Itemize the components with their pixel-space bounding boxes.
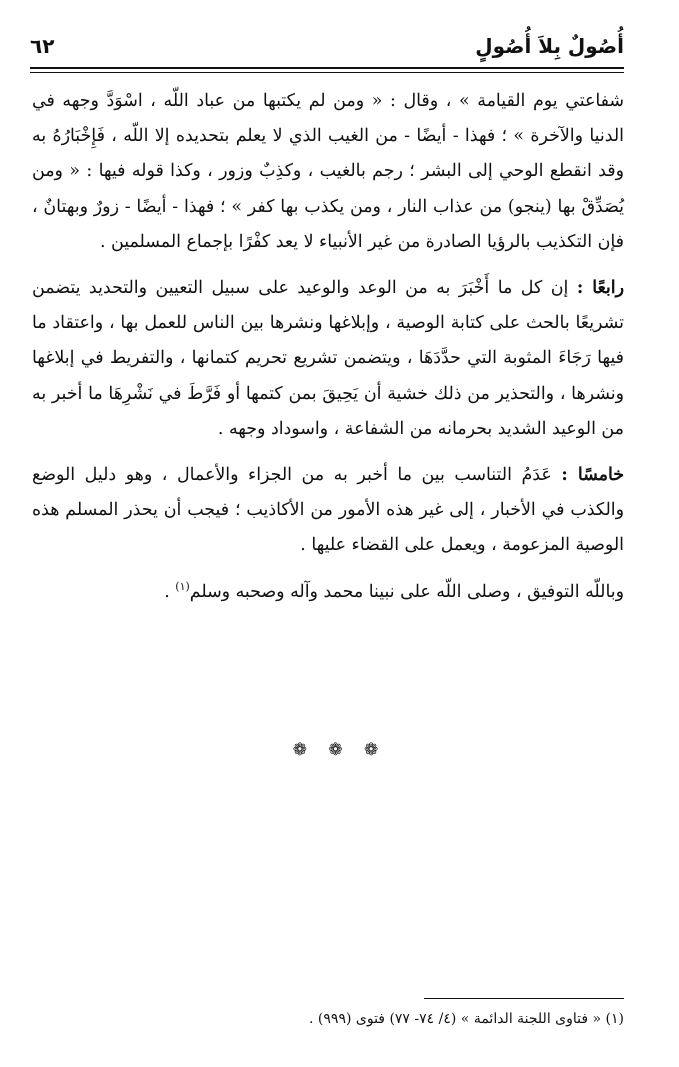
paragraph-text: عَدَمُ التناسب بين ما أخبر به من الجزاء والأعمال ، وهو دليل الوضع والكذب في الأخبار ، إلى غير هذه الأمور من الأكاذيب ؛ فيجب أن يحذر المسلم هذه الوصية المزعومة ، ويعمل على القضاء عليها . (32, 465, 624, 556)
paragraph-2 (32, 271, 624, 447)
paragraph-3 (32, 458, 624, 564)
footnote-ref: (١) (175, 579, 190, 593)
paragraph-text: إن كل ما أَخْبَرَ به من الوعد والوعيد على سبيل التعيين والتحديد يتضمن تشريعًا بالحث على كتابة الوصية ، وإبلاغها ونشرها بين الناس للعمل بها ، واعتقاد ما فيها رَجَاءَ المثوبة التي حدَّدَهَا ، ويتضمن تشريع تحريم كتمانها ، والتفريط في إبلاغها ونشرها ، والتحذير من ذلك خشية أن يَحِيقَ بمن كتمها أو فَرَّطَ في نَشْرِهَا ما أخبر به من الوعيد الشديد بحرمانه من الشفاعة ، واسوداد وجهه . (32, 278, 624, 439)
paragraph-4: وباللّه التوفيق ، وصلى اللّه على نبينا محمد وآله وصحبه وسلم$^{(١)}$ . (164, 579, 624, 602)
paragraph-text: وباللّه التوفيق ، وصلى اللّه على نبينا محمد وآله وصحبه وسلم (189, 581, 624, 602)
header-rule-thin (30, 72, 624, 73)
section-separator: ❁ ❁ ❁ (292, 740, 387, 760)
main-text (32, 84, 624, 610)
paragraph-1 (32, 84, 624, 260)
page-number: ٦٢ (30, 34, 55, 58)
book-title: أُصُولٌ بِلاَ أُصُولٍ (475, 34, 624, 58)
header-rule-thick (30, 67, 624, 69)
paragraph-lead: رابعًا : (576, 278, 624, 299)
paragraph-lead: خامسًا : (561, 465, 625, 486)
running-header (30, 34, 624, 66)
paragraph-text: شفاعتي يوم القيامة » ، وقال : « ومن لم يكتبها من عباد اللّه ، اسْوَدَّ وجهه في الدنيا والآخرة » ؛ فهذا - أيضًا - من الغيب الذي لا يعلم بتحديده إلا اللّه ، فَإِخْبَارُهُ به وقد انقطع الوحي إلى البشر ؛ رجم بالغيب ، وكذِبٌ وزور ، وكذا قوله فيها : « ومن يُصَدِّقْ بها (ينجو) من عذاب النار ، ومن يكذب بها كفر » ؛ فهذا - أيضًا - زورٌ وبهتانٌ ، فإن التكذيب بالرؤيا الصادرة من غير الأنبياء لا يعد كفْرًا بإجماع المسلمين . (32, 91, 624, 252)
footnote: (١) « فتاوى اللجنة الدائمة » (٤/ ٧٤- ٧٧) فتوى (٩٩٩) . (309, 1011, 624, 1027)
footnote-rule (424, 998, 624, 999)
